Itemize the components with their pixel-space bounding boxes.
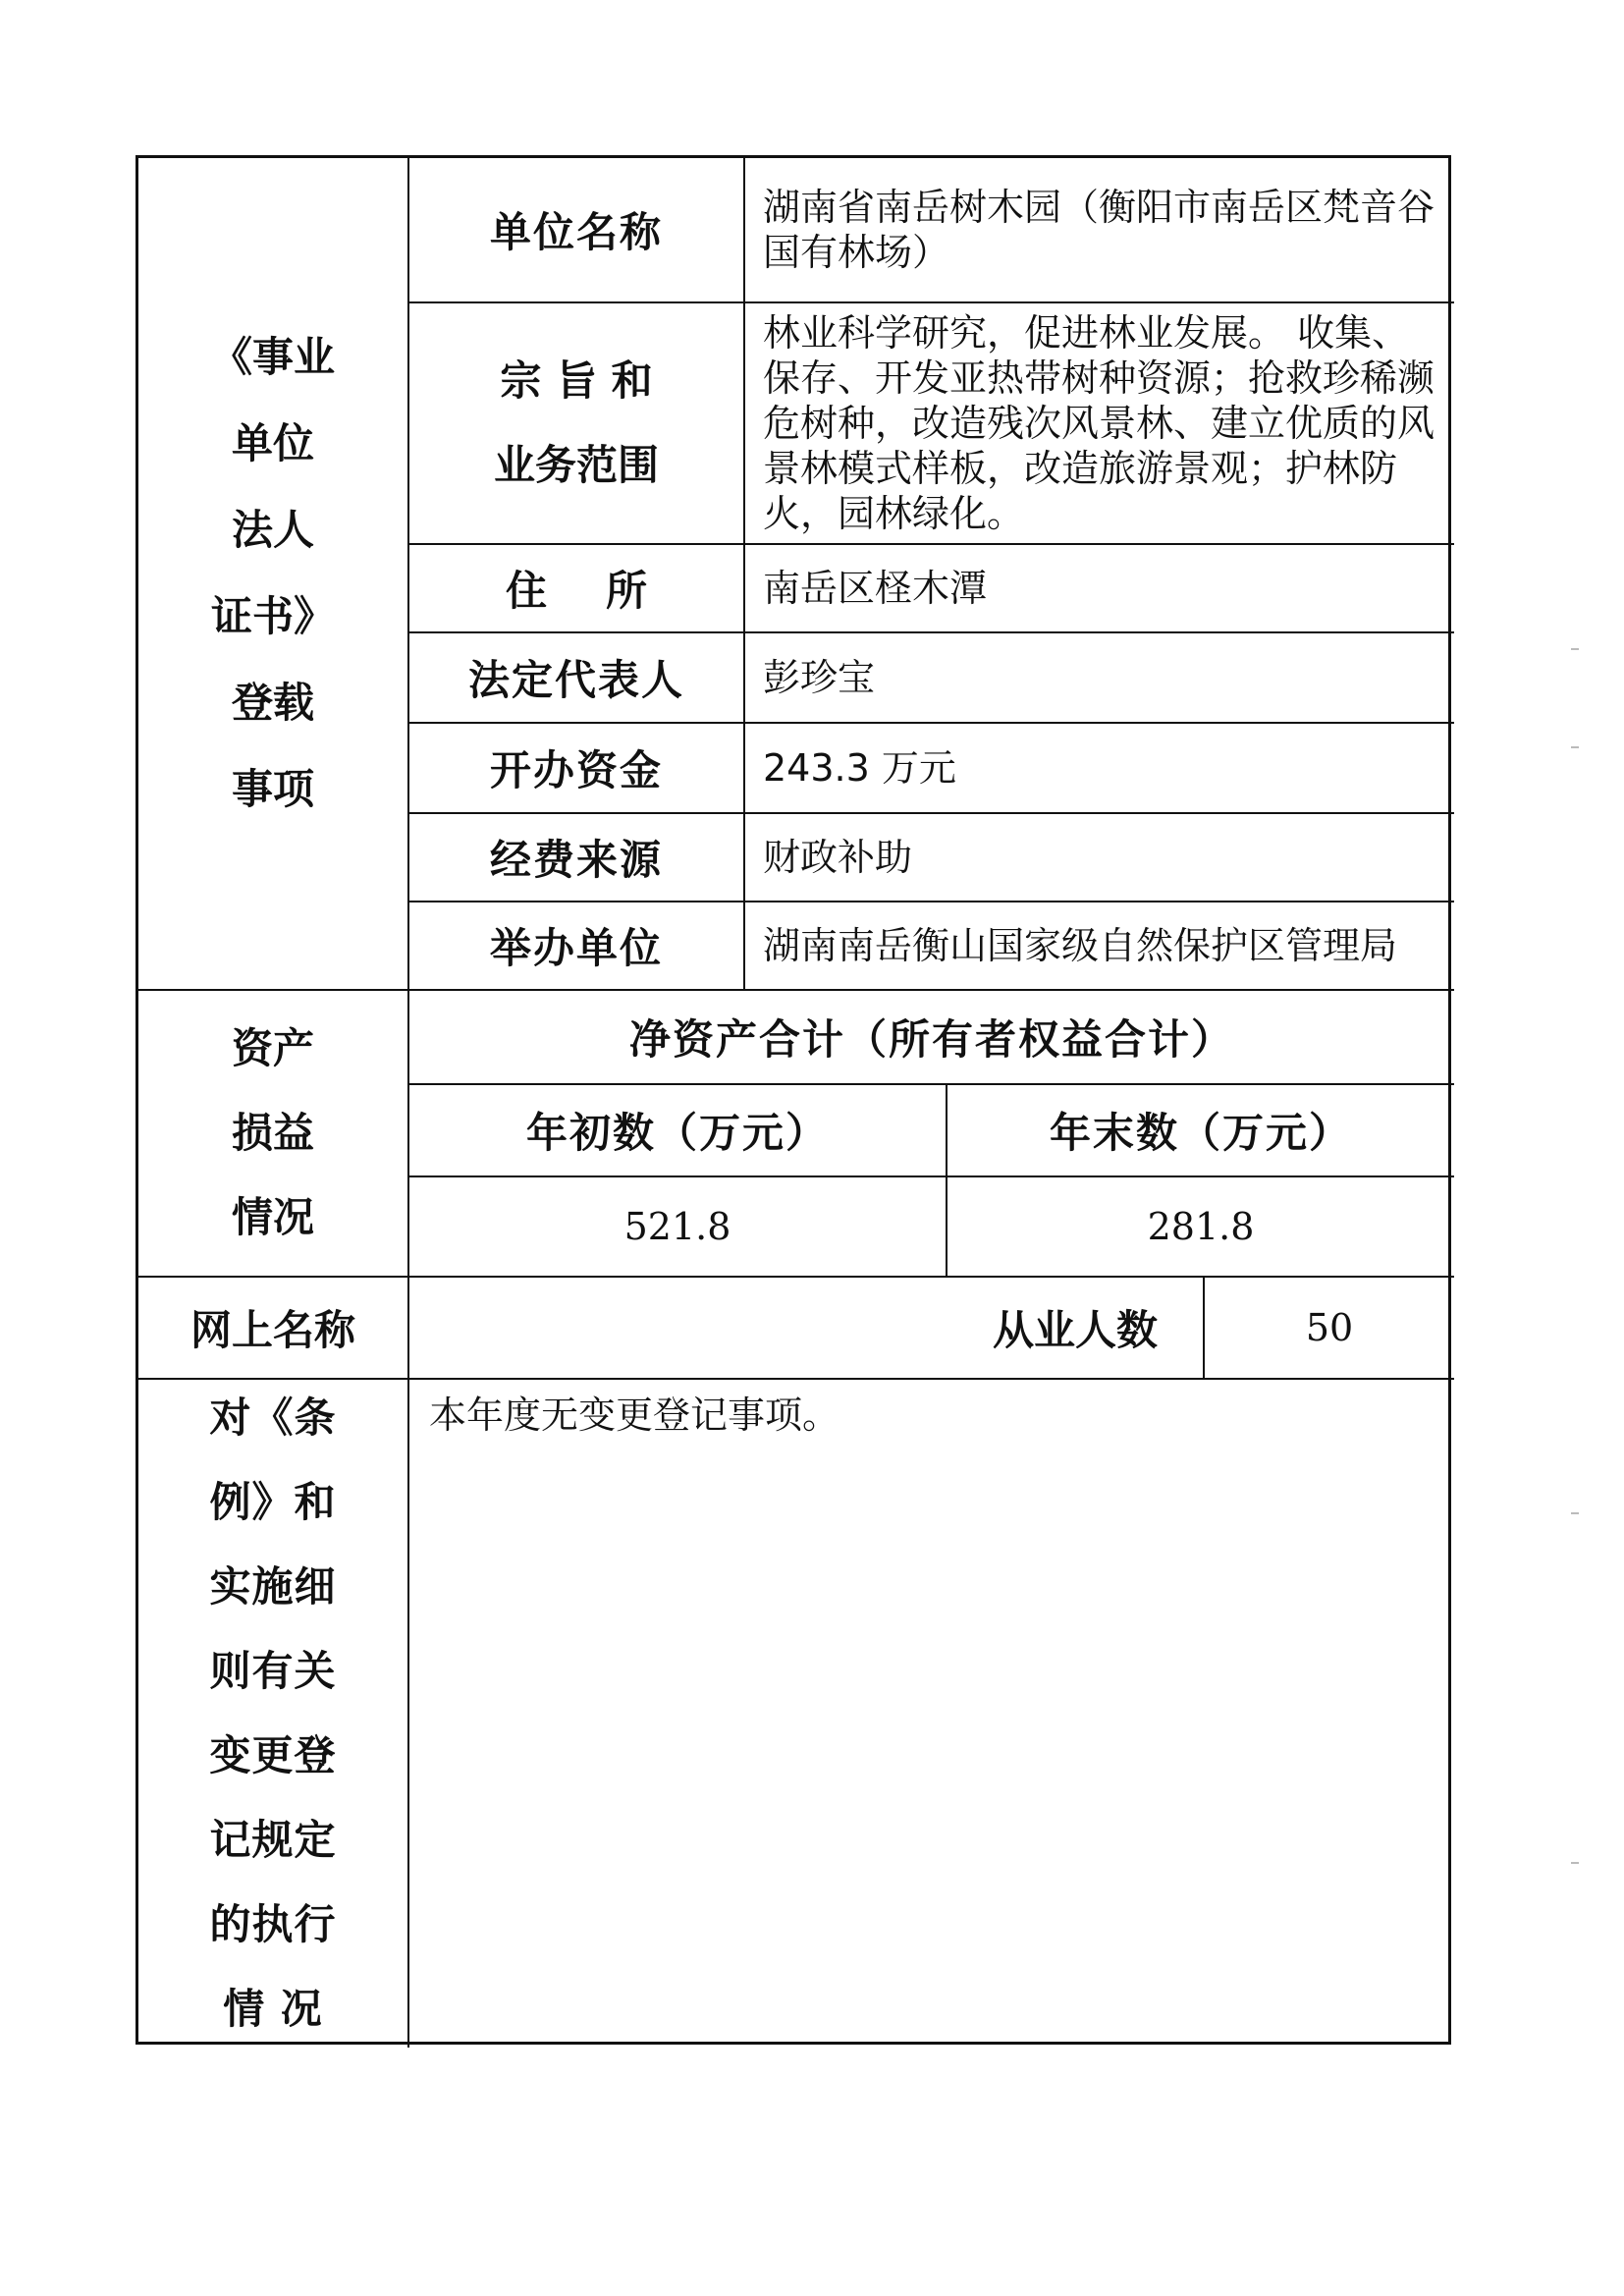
staff-count-value: 50 bbox=[1305, 1306, 1354, 1349]
annual-report-table bbox=[135, 155, 1451, 2045]
legal-rep-value: 彭珍宝 bbox=[763, 656, 876, 699]
header-line: 的执行 bbox=[209, 1900, 337, 1948]
header-line: 例》和 bbox=[209, 1478, 337, 1526]
header-line: 对《条 bbox=[209, 1394, 337, 1442]
staff-count-label: 从业人数 bbox=[992, 1306, 1158, 1354]
execution-header bbox=[138, 1380, 407, 2048]
unit-name-label: 单位名称 bbox=[489, 208, 663, 256]
header-line: 变更登 bbox=[209, 1731, 337, 1779]
start-of-year-value: 521.8 bbox=[623, 1205, 731, 1248]
purpose-label bbox=[409, 303, 743, 543]
header-line: 情况 bbox=[231, 1193, 314, 1241]
header-line: 损益 bbox=[231, 1109, 314, 1157]
funding-source-label: 经费来源 bbox=[489, 836, 663, 884]
legal-rep-label: 法定代表人 bbox=[467, 656, 684, 704]
header-line: 资产 bbox=[231, 1024, 314, 1072]
end-of-year-value: 281.8 bbox=[1147, 1205, 1255, 1248]
header-line: 事项 bbox=[231, 765, 314, 813]
header-line: 《事业 bbox=[210, 333, 335, 381]
scan-mark bbox=[1571, 746, 1579, 748]
scan-mark bbox=[1571, 1862, 1579, 1864]
funds-value: 243.3 万元 bbox=[763, 746, 956, 790]
sponsor-label: 举办单位 bbox=[489, 924, 663, 972]
start-of-year-header: 年初数（万元） bbox=[525, 1109, 829, 1157]
registration-header bbox=[138, 158, 407, 989]
scan-mark bbox=[1571, 648, 1579, 650]
online-name-value bbox=[409, 1278, 946, 1378]
unit-name-value: 湖南省南岳树木园（衡阳市南岳区梵音谷国有林场） bbox=[763, 186, 1435, 274]
residence-label: 住所 bbox=[505, 567, 706, 615]
header-line: 记规定 bbox=[209, 1816, 337, 1864]
label-line: 业务范围 bbox=[493, 441, 659, 489]
header-line: 登载 bbox=[231, 679, 314, 727]
scan-mark bbox=[1571, 1512, 1579, 1514]
assets-header bbox=[138, 991, 407, 1276]
purpose-value: 林业科学研究，促进林业发展。 收集、保存、开发亚热带树种资源；抢救珍稀濒危树种，改造残次风景林、建立优质的风景林模式样板，改造旅游景观；护林防火，园林绿化。 bbox=[763, 311, 1435, 535]
header-line: 法人 bbox=[231, 506, 314, 554]
header-line: 证书》 bbox=[210, 592, 335, 640]
funding-source-value: 财政补助 bbox=[763, 836, 913, 879]
end-of-year-header: 年末数（万元） bbox=[1049, 1109, 1352, 1157]
sponsor-value: 湖南南岳衡山国家级自然保护区管理局 bbox=[763, 924, 1398, 967]
execution-text: 本年度无变更登记事项。 bbox=[429, 1394, 840, 1437]
header-line: 单位 bbox=[231, 419, 314, 467]
funds-label: 开办资金 bbox=[489, 746, 663, 794]
header-line: 则有关 bbox=[209, 1647, 337, 1695]
residence-value: 南岳区柽木潭 bbox=[763, 567, 988, 610]
online-name-label: 网上名称 bbox=[189, 1306, 355, 1354]
header-line: 实施细 bbox=[209, 1562, 337, 1611]
net-assets-title: 净资产合计（所有者权益合计） bbox=[628, 1015, 1234, 1064]
label-line: 宗 旨 和 bbox=[500, 356, 653, 405]
header-line: 情 况 bbox=[223, 1985, 323, 2033]
